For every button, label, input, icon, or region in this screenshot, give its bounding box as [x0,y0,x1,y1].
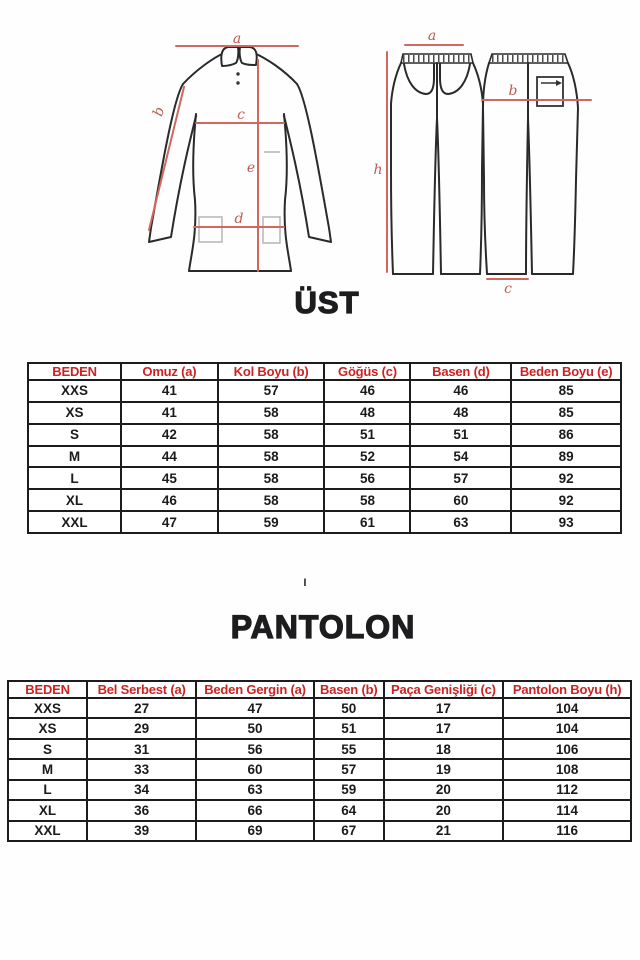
measurement-cell: 54 [410,446,511,468]
jacket-collar-left [221,47,238,66]
measurement-cell: 51 [324,424,410,446]
pants-measure-height-h [373,52,387,272]
column-header: Basen (b) [314,681,384,698]
measurement-cell: 51 [410,424,511,446]
pantolon-size-table [7,680,632,842]
measure-label-c: c [504,281,512,297]
measurement-cell: 58 [218,489,325,511]
pants-back-right-side [568,63,578,274]
pants-front-pocket-right [440,64,470,94]
measurement-cell: 20 [384,780,504,800]
table-row [8,718,631,738]
measure-label-h: h [373,162,383,178]
pants-back-view [483,54,578,274]
measure-label-b: b [150,105,169,119]
jacket-button [236,81,239,84]
size-label-cell: L [8,780,87,800]
jacket-measure-hip-d [194,211,284,227]
column-header: Kol Boyu (b) [218,363,325,380]
measurement-cell: 21 [384,821,504,841]
jacket-right-shoulder [254,53,297,84]
pants-front-waistband [401,54,473,63]
jacket-measure-shoulder-a [176,31,298,47]
column-header: Omuz (a) [121,363,218,380]
size-label-cell: M [28,446,121,468]
stray-mark: ı [303,573,307,589]
measure-label-c: c [237,107,245,123]
jacket-collar-right [240,47,257,65]
table-row [8,780,631,800]
pants-front-right-side [473,63,483,274]
measurement-cell: 20 [384,800,504,820]
measure-label-e: e [246,160,256,176]
size-label-cell: S [28,424,121,446]
size-label-cell: XL [8,800,87,820]
measurement-cell: 67 [314,821,384,841]
column-header: Basen (d) [410,363,511,380]
header-row [8,681,631,698]
measurement-cell: 64 [314,800,384,820]
table-row [28,446,621,468]
pants-front-crotch-seam [433,63,437,274]
measurement-cell: 45 [121,467,218,489]
measurement-cell: 106 [503,739,631,759]
pants-back-inner-right [528,118,532,274]
size-label-cell: XS [8,718,87,738]
measurement-cell: 19 [384,759,504,779]
measurement-cell: 85 [511,402,621,424]
measurement-cell: 58 [218,402,325,424]
measurement-cell: 17 [384,698,504,718]
measurement-cell: 112 [503,780,631,800]
pants-back-left-side [483,63,489,274]
measurement-cell: 60 [196,759,314,779]
column-header: Göğüs (c) [324,363,410,380]
measurement-cell: 60 [410,489,511,511]
measurement-cell: 86 [511,424,621,446]
table-row [8,821,631,841]
measurement-cell: 46 [410,380,511,402]
measurement-cell: 59 [314,780,384,800]
measurement-cell: 57 [314,759,384,779]
measurement-cell: 104 [503,718,631,738]
measurement-cell: 42 [121,424,218,446]
ust-title: ÜST [294,285,360,320]
table-row [28,467,621,489]
table-row [8,759,631,779]
measurement-cell: 89 [511,446,621,468]
measurement-cell: 93 [511,511,621,533]
size-label-cell: XXS [28,380,121,402]
measurement-cell: 58 [218,424,325,446]
measurement-cell: 50 [314,698,384,718]
measurement-cell: 33 [87,759,196,779]
size-label-cell: S [8,739,87,759]
jacket-diagram [149,31,331,271]
measurement-cell: 41 [121,380,218,402]
header-row [28,363,621,380]
table-row [28,402,621,424]
pants-front-inner-right [437,118,441,274]
measurement-cell: 46 [324,380,410,402]
measurement-cell: 104 [503,698,631,718]
column-header: BEDEN [8,681,87,698]
measurement-cell: 51 [314,718,384,738]
pants-front-left-side [391,63,401,274]
measurement-cell: 52 [324,446,410,468]
measurement-cell: 58 [324,489,410,511]
measurement-cell: 27 [87,698,196,718]
measure-label-a: a [427,28,437,44]
pants-front-pocket-left [404,64,434,94]
measurement-cell: 69 [196,821,314,841]
measurement-cell: 92 [511,467,621,489]
column-header: Paça Genişliği (c) [384,681,504,698]
size-label-cell: XXL [8,821,87,841]
ust-size-table [27,362,622,534]
jacket-measure-sleeve-b [149,87,184,230]
measurement-cell: 92 [511,489,621,511]
column-header: Beden Boyu (e) [511,363,621,380]
jacket-measure-chest-c [196,107,284,123]
measure-label-b: b [508,83,518,99]
jacket-left-shoulder [183,53,224,84]
table-row [28,424,621,446]
jacket-right-sleeve [284,84,331,242]
measurement-cell: 31 [87,739,196,759]
size-label-cell: XL [28,489,121,511]
measurement-cell: 46 [121,489,218,511]
measurement-cell: 36 [87,800,196,820]
table-row [8,800,631,820]
pants-diagram [373,28,591,297]
measurement-cell: 50 [196,718,314,738]
pantolon-title: PANTOLON [230,609,416,645]
measurement-cell: 59 [218,511,325,533]
column-header: Beden Gergin (a) [196,681,314,698]
column-header: Bel Serbest (a) [87,681,196,698]
measurement-cell: 56 [324,467,410,489]
measure-label-a: a [232,31,242,47]
measurement-cell: 55 [314,739,384,759]
size-label-cell: XXL [28,511,121,533]
measurement-cell: 58 [218,467,325,489]
table-row [28,511,621,533]
pants-back-pocket [537,77,563,106]
pants-front-view [391,54,483,274]
measurement-cell: 66 [196,800,314,820]
jacket-measure-length-e [247,60,258,271]
measurement-cell: 114 [503,800,631,820]
column-header: BEDEN [28,363,121,380]
jacket-button [236,72,239,75]
pants-back-center-seam [526,63,528,274]
measurement-cell: 63 [410,511,511,533]
jacket-hip-pocket-right [263,217,280,243]
measurement-cell: 44 [121,446,218,468]
measurement-cell: 48 [324,402,410,424]
pants-measure-waist-a [405,28,463,45]
measurement-cell: 41 [121,402,218,424]
jacket-hip-pocket-left [199,217,222,242]
measurement-cell: 18 [384,739,504,759]
table-row [8,698,631,718]
measurement-cell: 56 [196,739,314,759]
measurement-cell: 57 [410,467,511,489]
measurement-cell: 34 [87,780,196,800]
measurement-cell: 29 [87,718,196,738]
table-row [8,739,631,759]
measurement-cell: 47 [121,511,218,533]
measurement-cell: 39 [87,821,196,841]
table-row [28,489,621,511]
measure-label-d: d [234,211,244,227]
measurement-cell: 17 [384,718,504,738]
measurement-cell: 85 [511,380,621,402]
measurement-cell: 47 [196,698,314,718]
size-label-cell: XS [28,402,121,424]
measurement-cell: 63 [196,780,314,800]
measurement-cell: 108 [503,759,631,779]
size-label-cell: L [28,467,121,489]
measurement-cell: 116 [503,821,631,841]
size-label-cell: M [8,759,87,779]
table-row [28,380,621,402]
column-header: Pantolon Boyu (h) [503,681,631,698]
measurement-cell: 61 [324,511,410,533]
measurement-cell: 48 [410,402,511,424]
size-label-cell: XXS [8,698,87,718]
measurement-cell: 57 [218,380,325,402]
measurement-cell: 58 [218,446,325,468]
